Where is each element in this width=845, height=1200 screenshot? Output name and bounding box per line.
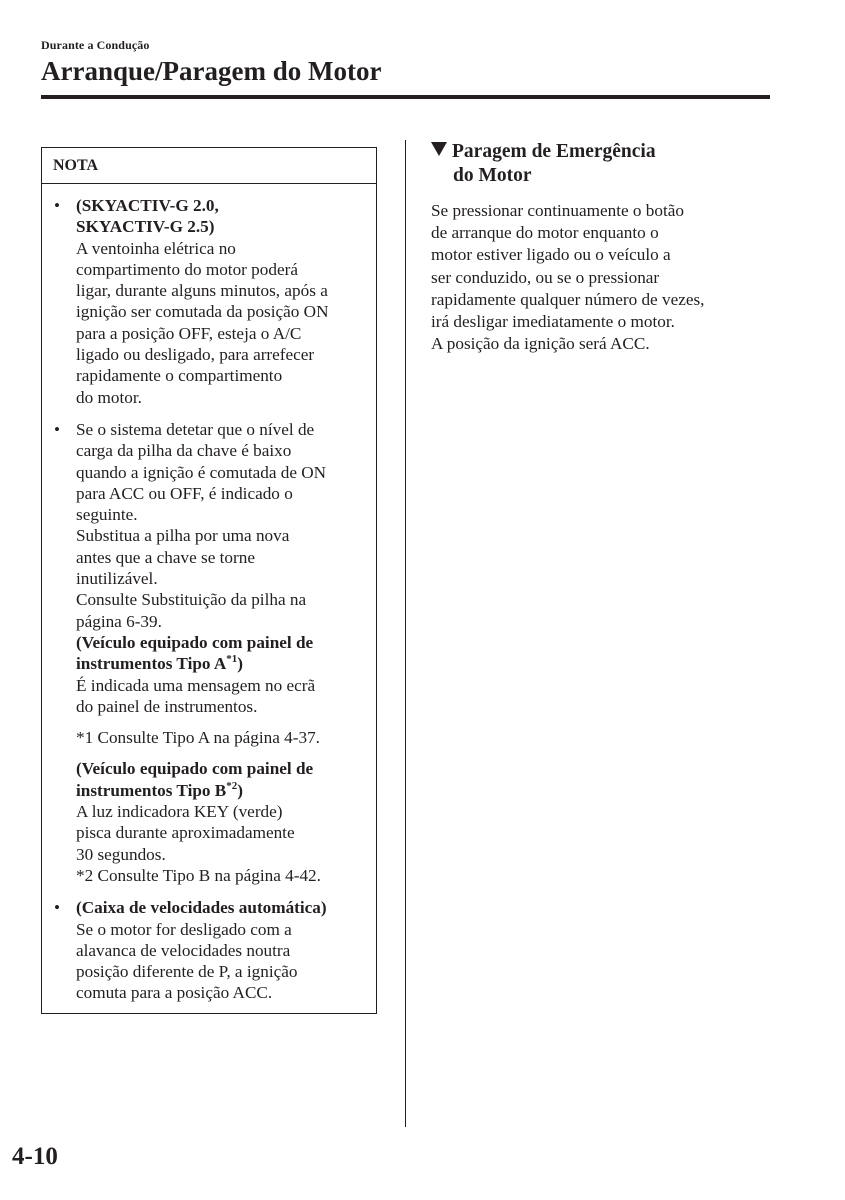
note-box [41, 147, 377, 1014]
emergency-body [431, 200, 771, 355]
note-text-line: pisca durante aproximadamente [76, 823, 295, 843]
body-text-line: Se pressionar continuamente o botão [431, 201, 684, 220]
note-text-line: A luz indicadora KEY (verde) [76, 802, 283, 822]
note-text-line: Se o motor for desligado com a [76, 919, 292, 939]
note-text-line: alavanca de velocidades noutra [76, 940, 291, 960]
title-rule [41, 95, 770, 99]
note-text-line: rapidamente o compartimento [76, 366, 283, 386]
note-text-line: ligado ou desligado, para arrefecer [76, 345, 315, 365]
page-number: 4-10 [12, 1143, 58, 1170]
body-text-line: irá desligar imediatamente o motor. [431, 312, 675, 332]
type-a-heading: (Veículo equipado com painel de [76, 632, 314, 652]
body-text-line: rapidamente qualquer número de vezes, [431, 289, 705, 309]
note-text-line: inutilizável. [76, 569, 158, 589]
note-text-line: ignição ser comutada da posição ON [76, 302, 329, 322]
note-text-line: quando a ignição é comutada de ON [76, 462, 327, 482]
type-b-footnote: *2 Consulte Tipo B na página 4-42. [76, 865, 321, 885]
note-text-line: para ACC ou OFF, é indicado o [76, 483, 293, 503]
note-text-line: para a posição OFF, esteja o A/C [76, 323, 302, 343]
type-a-heading: instrumentos Tipo $A^{*1}$) [76, 653, 244, 674]
note-body [42, 184, 376, 1004]
footnote-marker: *2 [226, 779, 238, 792]
body-text-line: de arranque do motor enquanto o [431, 223, 659, 243]
note-item-skyactiv [76, 195, 368, 408]
note-text-line: carga da pilha da chave é baixo [76, 441, 292, 461]
type-a-footnote: *1 Consulte Tipo A na página 4-37. [76, 728, 320, 748]
note-text-line: compartimento do motor poderá [76, 259, 298, 279]
note-item-key-battery [76, 419, 368, 886]
body-text-line: motor estiver ligado ou o veículo a [431, 245, 671, 265]
type-b-heading: (Veículo equipado com painel de [76, 759, 314, 779]
note-text-line: posição diferente de P, a ignição [76, 962, 298, 982]
note-text-line: página 6-39. [76, 611, 162, 631]
footnote-marker: *1 [226, 653, 238, 666]
body-text-line: ser conduzido, ou se o pressionar [431, 267, 660, 287]
note-text-line: • Se o sistema detetar que o nível de [76, 419, 315, 439]
note-item-title: • (SKYACTIV-G 2.0, [76, 196, 219, 215]
section-label: Durante a Condução [41, 38, 150, 52]
type-b-heading: instrumentos Tipo $B^{*2}$) [76, 779, 244, 800]
note-text-line: seguinte. [76, 505, 138, 525]
body-text-line: A posição da ignição será ACC. [431, 334, 650, 354]
emergency-heading: Paragem de Emergência do Motor [431, 140, 656, 188]
note-text-line: 30 segundos. [76, 844, 166, 864]
note-text-line: do painel de instrumentos. [76, 696, 258, 716]
down-triangle-icon [431, 142, 447, 156]
note-text-line: do motor. [76, 387, 142, 407]
note-text-line: Consulte Substituição da pilha na [76, 590, 307, 610]
note-text-line: É indicada uma mensagem no ecrã [76, 675, 316, 695]
note-item-automatic [76, 897, 368, 1003]
note-item-title: • (Caixa de velocidades automática) [76, 898, 327, 918]
note-text-line: Substitua a pilha por uma nova [76, 526, 290, 546]
note-heading: NOTA [42, 148, 376, 184]
note-text-line: antes que a chave se torne [76, 547, 255, 567]
note-text-line: A ventoinha elétrica no [76, 238, 236, 258]
page-title: Arranque/Paragem do Motor [41, 56, 382, 86]
column-divider [405, 140, 406, 1127]
note-text-line: ligar, durante alguns minutos, após a [76, 281, 328, 301]
note-text-line: comuta para a posição ACC. [76, 983, 273, 1003]
note-item-title: SKYACTIV-G 2.5) [76, 217, 215, 237]
